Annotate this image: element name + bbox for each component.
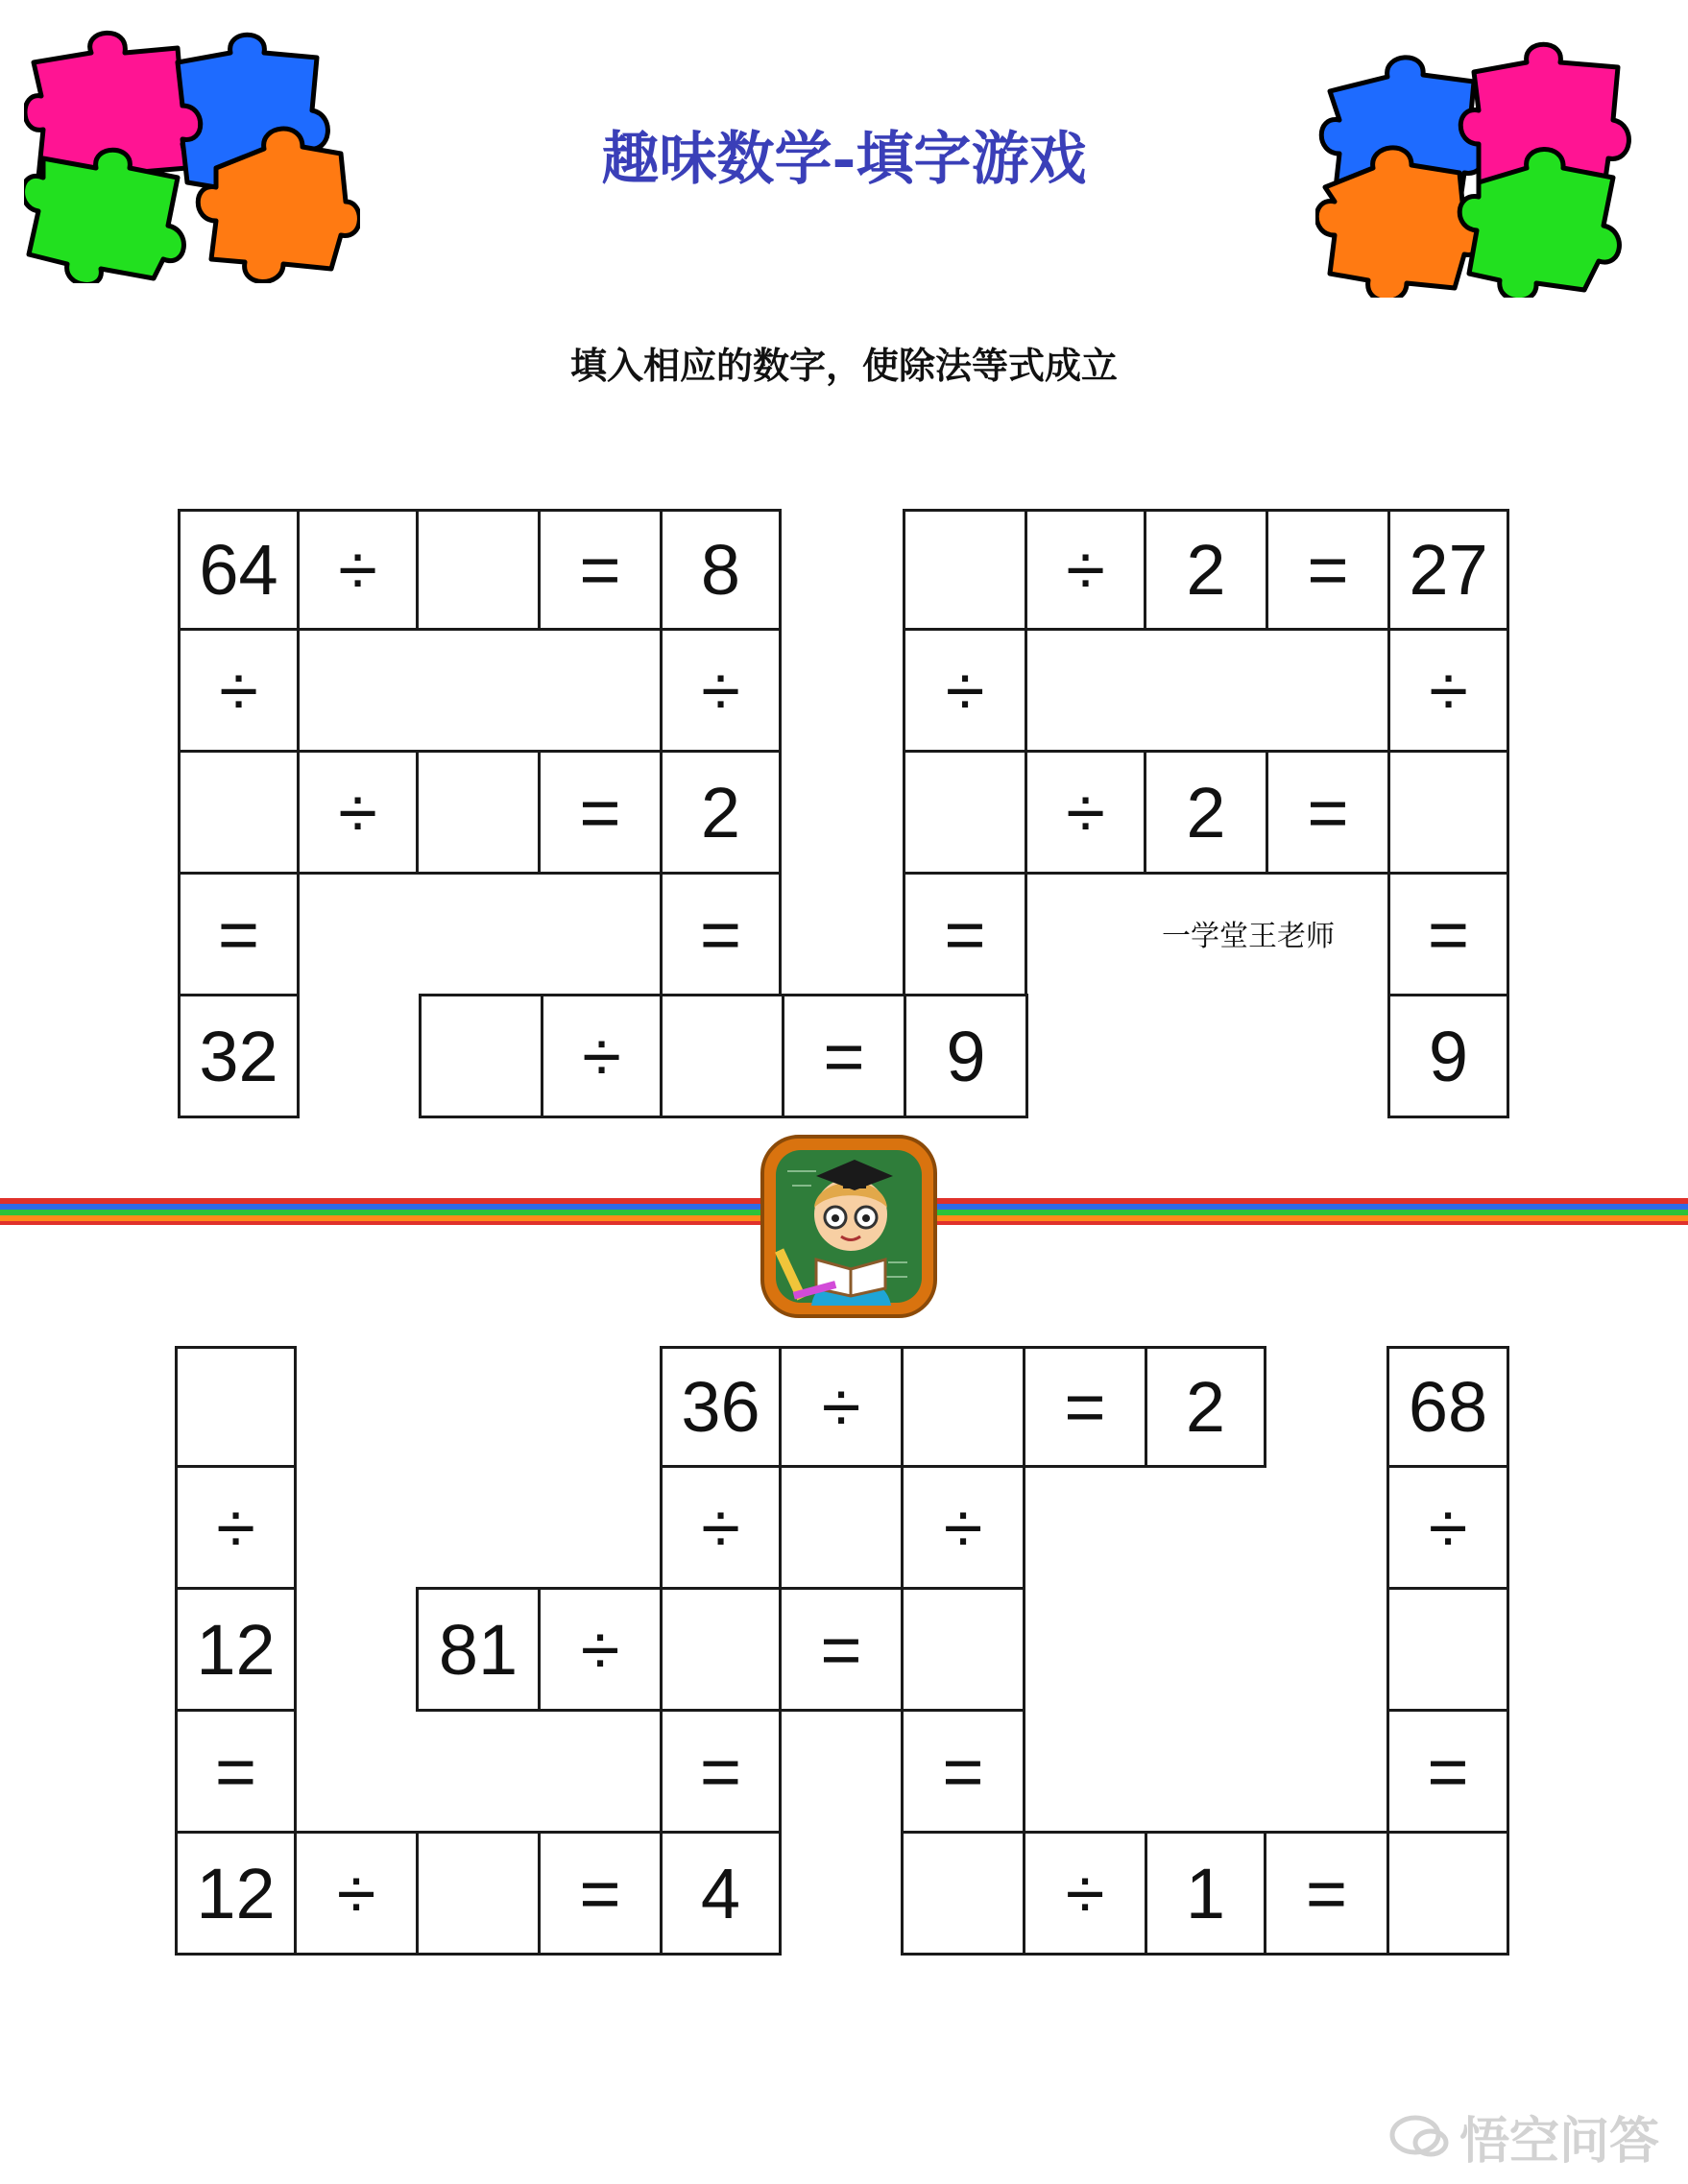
cell: 8 [660,509,782,631]
student-reading-book-icon [759,1133,939,1320]
blank-cell[interactable] [660,1587,782,1712]
equals-sign: = [660,872,782,996]
divide-sign: ÷ [779,1346,904,1468]
cell: 32 [178,994,300,1118]
cell: 12 [175,1587,297,1712]
cell: 2 [660,750,782,875]
divide-sign: ÷ [175,1465,297,1590]
equals-sign: = [1266,750,1390,875]
cell: 2 [1144,750,1268,875]
equals-sign: = [1023,1346,1147,1468]
blank-cell[interactable] [903,509,1027,631]
equals-sign: = [538,1831,663,1956]
equals-sign: = [660,1709,782,1834]
blank-cell[interactable] [901,1587,1025,1712]
blank-cell[interactable] [1387,1831,1509,1956]
divide-sign: ÷ [1025,750,1146,875]
cell: 1 [1145,1831,1266,1956]
divide-sign: ÷ [297,509,419,631]
blank-cell[interactable] [419,994,543,1118]
divide-sign: ÷ [538,1587,663,1712]
equals-sign: = [1387,1709,1509,1834]
equals-sign: = [178,872,300,996]
divide-sign: ÷ [297,750,419,875]
blank-cell[interactable] [660,994,784,1118]
equals-sign: = [1387,872,1509,996]
cell: 4 [660,1831,782,1956]
divide-sign: ÷ [1023,1831,1147,1956]
equals-sign: = [1266,509,1390,631]
blank-cell[interactable] [1387,1587,1509,1712]
author-label: 一学堂王老师 [1162,920,1335,953]
equals-sign: = [903,872,1027,996]
cell: 36 [660,1346,782,1468]
watermark-text: 悟空问答 [1459,2113,1659,2171]
equals-sign: = [538,509,663,631]
equals-sign: = [779,1587,904,1712]
divide-sign: ÷ [903,628,1027,753]
divide-sign: ÷ [660,628,782,753]
divide-sign: ÷ [901,1465,1025,1590]
cell: 9 [904,994,1028,1118]
cell: 12 [175,1831,297,1956]
cell: 9 [1387,994,1509,1118]
divide-sign: ÷ [178,628,300,753]
blank-cell[interactable] [178,750,300,875]
divide-sign: ÷ [1387,628,1509,753]
speech-bubble-icon [1388,2114,1450,2160]
blank-cell[interactable] [901,1831,1025,1956]
divide-sign: ÷ [1387,1465,1509,1590]
divide-sign: ÷ [660,1465,782,1590]
blank-cell[interactable] [175,1346,297,1468]
page-title: 趣味数学-填字游戏 [601,126,1087,193]
divide-sign: ÷ [294,1831,419,1956]
cell: 81 [416,1587,541,1712]
equals-sign: = [901,1709,1025,1834]
watermark [1388,2100,1659,2172]
divide-sign: ÷ [1025,509,1146,631]
cell: 2 [1144,509,1268,631]
equals-sign: = [538,750,663,875]
blank-cell[interactable] [901,1346,1025,1468]
cell: 64 [178,509,300,631]
blank-cell[interactable] [903,750,1027,875]
divide-sign: ÷ [541,994,663,1118]
blank-cell[interactable] [1387,750,1509,875]
instruction-text: 填入相应的数字，使除法等式成立 [569,344,1118,387]
blank-cell[interactable] [416,509,541,631]
blank-cell[interactable] [416,1831,541,1956]
cell: 2 [1145,1346,1266,1468]
cell: 68 [1387,1346,1509,1468]
equals-sign: = [175,1709,297,1834]
equals-sign: = [1264,1831,1389,1956]
cell: 27 [1387,509,1509,631]
blank-cell[interactable] [416,750,541,875]
equals-sign: = [782,994,906,1118]
